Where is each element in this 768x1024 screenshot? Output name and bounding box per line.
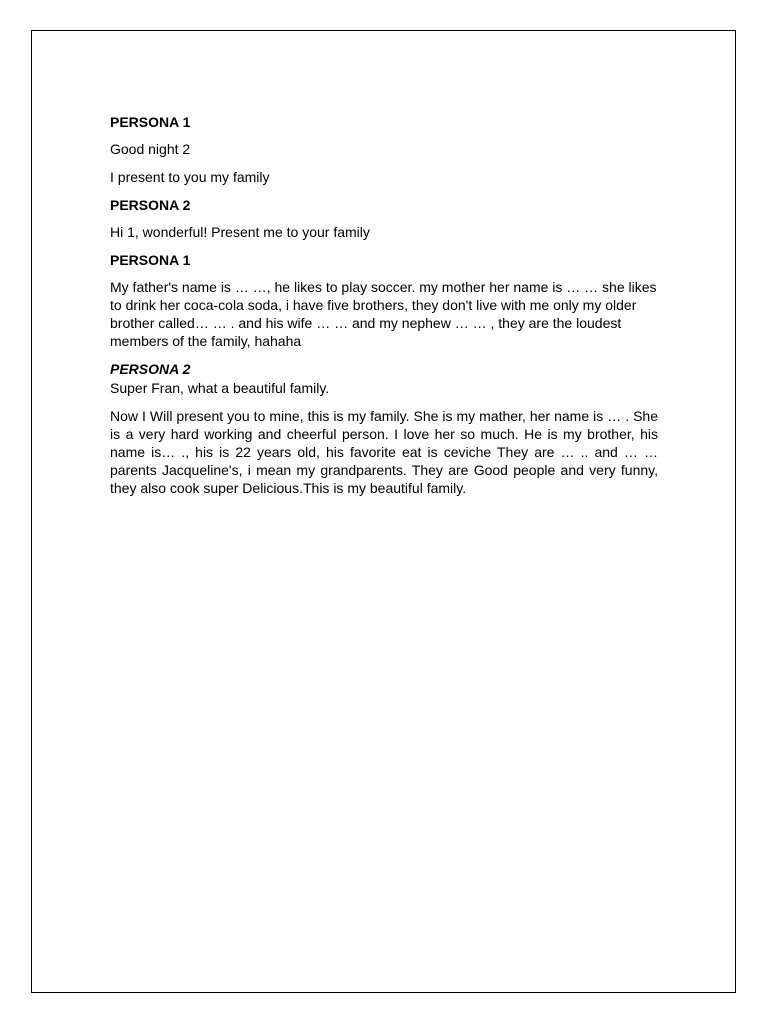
speaker-label: PERSONA 1	[110, 114, 191, 130]
document-page	[31, 30, 736, 993]
speaker-label: PERSONA 2	[110, 361, 191, 377]
speaker-label: PERSONA 1	[110, 252, 191, 268]
dialogue-line: Super Fran, what a beautiful family.	[110, 380, 330, 396]
dialogue-line: Hi 1, wonderful! Present me to your family	[110, 224, 370, 240]
dialogue-line: I present to you my family	[110, 169, 270, 185]
dialogue-paragraph: My father's name is … …, he likes to play soccer. my mother her name is … … she likes to drink her coca-cola soda, i have five brothers, they don't live with me only my older brother called… … . and his wife … … and my nephew … … , they are the loudest members of the family, hahaha	[110, 279, 657, 349]
document-body	[110, 113, 658, 507]
dialogue-line: Good night 2	[110, 141, 191, 157]
dialogue-paragraph: Now I Will present you to mine, this is my family. She is my mather, her name is … . She is a very hard working and cheerful person. I love her so much. He is my brother, his name is… ., his is 22 years old, his favorite eat is ceviche They are … .. and … … parents Jacqueline's, i mean my grandparents. They are Good people and very funny, they also cook super Delicious.This is my beautiful family.	[110, 408, 658, 496]
speaker-label: PERSONA 2	[110, 197, 191, 213]
